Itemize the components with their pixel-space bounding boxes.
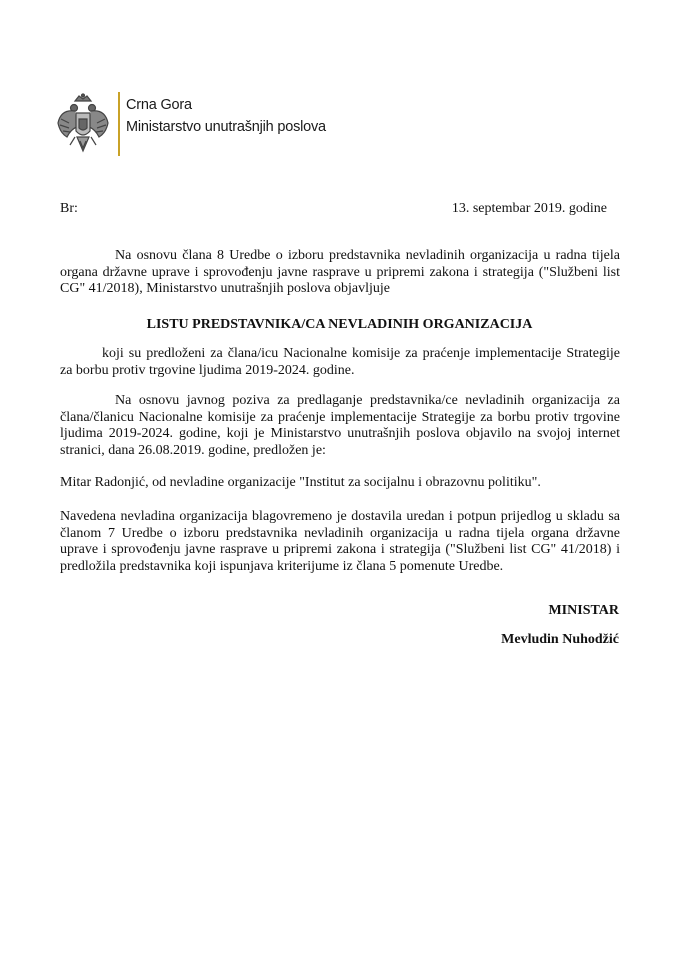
intro-paragraph: Na osnovu člana 8 Uredbe o izboru predstavnika nevladinih organizacija u radna tijela organa državne uprave i sprovođenju javne rasprave u pripremi zakona i strategija ("Službeni list CG" 41/2018), Ministarstvo unutrašnjih poslova objavljuje (60, 248, 620, 296)
document-date: 13. septembar 2019. godine (451, 201, 607, 216)
conclusion-paragraph: Navedena nevladina organizacija blagovremeno je dostavila uredan i potpun prijedlog u skladu sa članom 7 Uredbe o izboru predstavnika nevladinih organizacija u radna tijela organa državne uprave i sprovođenju javne rasprave u pripremi zakona i strategija ("Službeni list CG" 41/2018) i predložila predstavnika koji ispunjava kriterijume iz člana 5 pomenute Uredbe. (60, 509, 620, 574)
document-heading: LISTU PREDSTAVNIKA/CA NEVLADINIH ORGANIZACIJA (146, 317, 533, 332)
header-divider (118, 92, 120, 156)
public-call-paragraph: Na osnovu javnog poziva za predlaganje predstavnika/ce nevladinih organizacija za člana/članicu Nacionalne komisije za praćenje implementacije Strategije za borbu protiv trgovine ljudima 2019-2024. godine, koji je Ministarstvo unutrašnjih poslova objavilo na svojoj internet stranici, dana 26.08.2019. godine, predložen je: (60, 393, 620, 458)
nominee-paragraph: Mitar Radonjić, od nevladine organizacije "Institut za socijalnu i obrazovnu politiku". (60, 475, 541, 490)
country-name: Crna Gora (126, 97, 192, 113)
signature-title: MINISTAR (548, 603, 619, 618)
signature-name: Mevludin Nuhodžić (501, 632, 619, 647)
coat-of-arms-icon (55, 93, 111, 157)
subheading-paragraph: koji su predloženi za člana/icu Nacionalne komisije za praćenje implementacije Strategije za borbu protiv trgovine ljudima 2019-2024. godine. (60, 346, 620, 378)
reference-number-label: Br: (60, 201, 78, 216)
ministry-name: Ministarstvo unutrašnjih poslova (126, 119, 326, 135)
